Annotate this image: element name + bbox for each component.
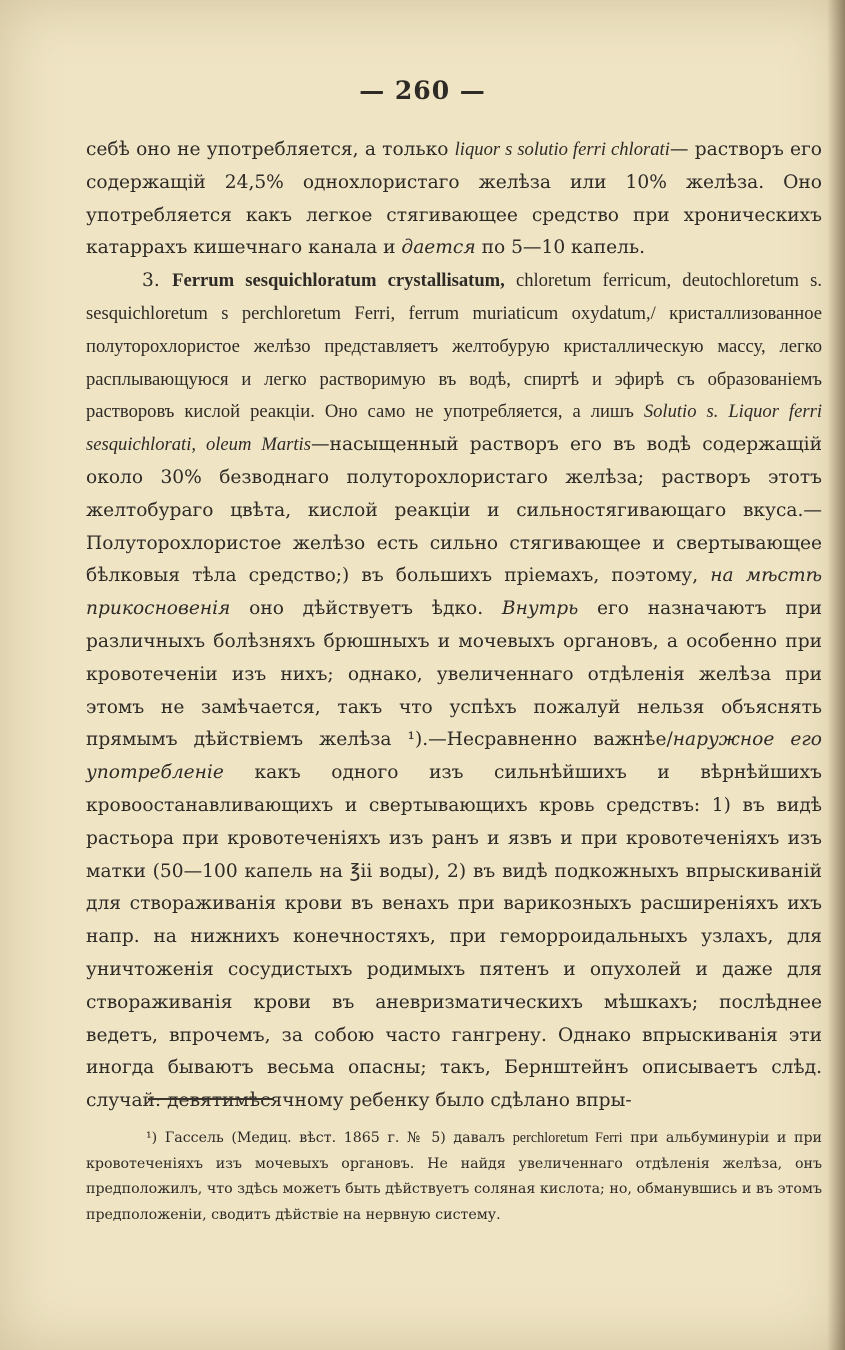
page-number: — 260 — [359,76,486,105]
paragraph-2-emphasis-1: на мѣстѣ прикосновенія [86,565,822,620]
paragraph-1 [86,134,822,265]
paragraph-2-text-e: какъ одного изъ сильнѣйшихъ и вѣрнѣйшихъ кровоостанавливающихъ и свертывающихъ кровь средствъ: 1) въ видѣ растьора при кровотеченіяхъ изъ ранъ и язвъ и при кровотеченіяхъ изъ матки (50—100 капель на ℥ii воды), 2) въ видѣ подкожныхъ впрыскиваній для створаживанія крови въ венахъ при варикозныхъ расширеніяхъ ихъ напр. на нижнихъ конечностяхъ, при геморроидальныхъ узлахъ, для уничтоженія сосудистыхъ родимыхъ пятенъ и опухолей и даже для створаживанія крови въ аневризматическихъ мѣшкахъ; послѣднее ведетъ, впрочемъ, за собою часто гангрену. Однако впрыскиванія эти иногда бываютъ весьма опасны; такъ, Бернштейнъ описываетъ слѣд. случай: девятимѣсячному ребенку было сдѣлано впры- [86,762,822,1112]
footnote-separator [148,1098,274,1100]
paragraph-2-heading-term: Ferrum sesquichloratum crystallisatum, [172,270,505,292]
paragraph-1-text-c: по 5—10 капель. [475,237,646,259]
paragraph-2 [86,265,822,1118]
paragraph-1-emphasis: дается [401,237,476,259]
paragraph-2-text-c: оно дѣйствуетъ ѣдко. [230,598,502,620]
footnote-text-b: при альбуминуріи и при кровотеченіяхъ изъ мочевыхъ органовъ. Не найдя увеличеннаго отдѣленія желѣза, онъ предположилъ, что здѣсь можетъ быть дѣйствуетъ соляная кислота; но, обманувшись и въ этомъ предположеніи, сводитъ дѣйствіе на нервную систему. [86,1130,822,1223]
paragraph-2-text-b: —насыщенный растворъ его въ водѣ содержащій около 30% безводнаго полуторохлористаго желѣза; растворъ этотъ желтобураго цвѣта, кислой реакціи и сильностягивающаго вкуса.—Полуторохлористое желѣзо есть сильно стягивающее и свертывающее бѣлковыя тѣла средство;) въ большихъ пріемахъ, поэтому, [86,434,822,587]
paragraph-2-text-d: его назначаютъ при различныхъ болѣзняхъ брюшныхъ и мочевыхъ органовъ, а особенно при кровотеченіи изъ нихъ; однако, увеличеннаго отдѣленія желѣза при этомъ не замѣчается, такъ что успѣхъ пожалуй нельзя объяснять прямымъ дѣйствіемъ желѣза ¹).—Несравненно важнѣе/ [86,598,823,751]
paragraph-2-text-a: chloretum ferricum, deutochloretum s. sesquichloretum s perchloretum Ferri, ferrum muriaticum oxydatum,/ кристаллизованное полуторохлористое желѣзо представляетъ желтобурую кристаллическую массу, легко расплывающуюся и легко растворимую въ водѣ, спиртѣ и эфирѣ съ образованіемъ растворовъ кислой реакціи. Оно само не употребляется, а лишъ [86,270,823,423]
paragraph-1-text-b: — растворъ его содержащій 24,5% однохлористаго желѣза или 10% желѣза. Оно употребляется какъ легкое стягивающее средство при хроническихъ катаррахъ кишечнаго канала и [86,139,822,259]
paragraph-2-latin-synonyms: Solutio s. Liquor ferri sesquichlorati, oleum Martis [86,401,822,456]
paragraph-2-emphasis-3: наружное его употребленіе [86,729,822,784]
paragraph-2-number: 3. [142,270,173,292]
paragraph-2-emphasis-2: Внутрь [501,598,579,620]
paragraph-1-latin-term: liquor s solutio ferri chlorati [454,139,670,160]
footnote-latin-term: perchloretum Ferri [512,1130,623,1146]
paragraph-1-text-a: себѣ оно не употребляется, а только [86,139,455,160]
footnote-text-a: ¹) Гассель (Медиц. вѣст. 1865 г. № 5) давалъ [146,1130,513,1146]
binding-shadow [827,0,845,1350]
footnote-1 [86,1126,822,1228]
main-text [86,134,822,1118]
footnote [86,1126,822,1228]
